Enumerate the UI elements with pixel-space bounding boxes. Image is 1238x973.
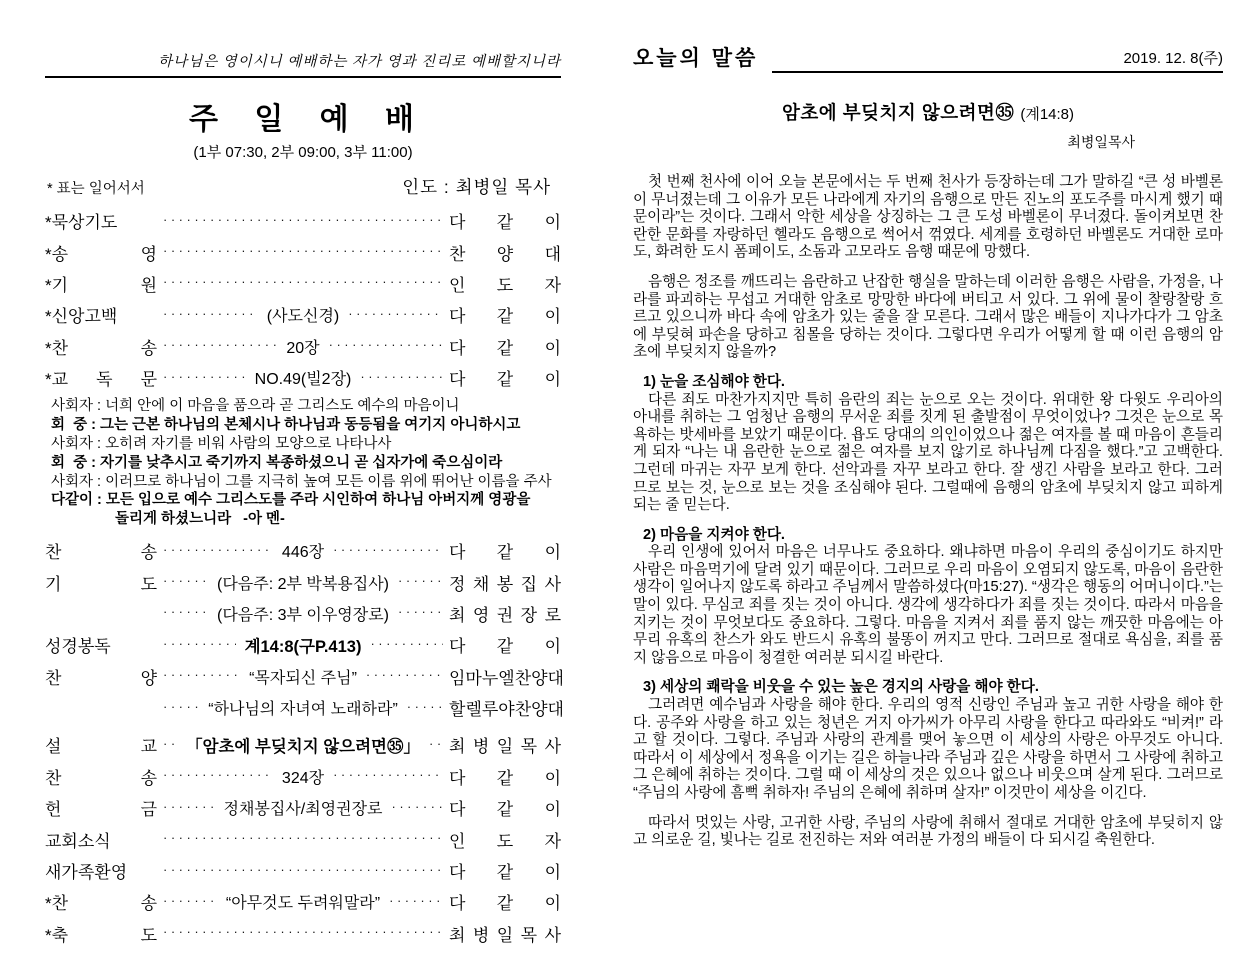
- dot-leader: [398, 574, 443, 591]
- sermon-page: [633, 42, 1223, 862]
- order-item-performer: 다 같 이: [449, 338, 562, 358]
- order-item-performer: 다 같 이: [449, 800, 562, 820]
- order-item-performer: 할렐루야찬양대: [449, 700, 564, 720]
- sermon-paragraph: [633, 274, 1223, 362]
- dot-leader: [333, 768, 443, 785]
- sermon-point-heading: 1) 눈을 조심해야 한다.: [643, 373, 785, 390]
- worship-order-page: [45, 50, 564, 949]
- order-item-performer: 다 같 이: [449, 370, 561, 390]
- dot-leader: [163, 306, 258, 323]
- service-times: (1부 07:30, 2부 09:00, 3부 11:00): [193, 144, 413, 161]
- order-item-detail: 446장: [281, 544, 325, 562]
- dot-leader: [360, 369, 443, 386]
- dot-leader: [163, 831, 443, 848]
- sermon-body: [633, 174, 1223, 850]
- order-item-performer: 다 같 이: [449, 213, 561, 233]
- responsive-reading-line: 사회자 : 이러므로 하나님이 그를 지극히 높여 모든 이름 위에 뛰어난 이름을 주사: [51, 473, 552, 490]
- dot-leader: [163, 893, 217, 910]
- dot-leader: [163, 768, 273, 785]
- order-item-detail: 정채봉집사/최영권장로: [223, 801, 383, 819]
- order-row: [45, 692, 564, 723]
- dot-leader: [392, 799, 444, 816]
- order-row: [45, 331, 561, 362]
- order-item-performer: 다 같 이: [449, 768, 561, 788]
- date: 2019. 12. 8(주): [1123, 50, 1223, 67]
- scripture-motto: 하나님은 영이시니 예배하는 자가 영과 진리로 예배할지니라: [45, 50, 561, 78]
- dot-leader: [163, 338, 277, 355]
- dot-leader: [348, 306, 443, 323]
- note-row: [45, 174, 561, 199]
- dot-leader: [163, 244, 443, 261]
- order-item-label: *기 원: [45, 275, 157, 295]
- order-item-label: *교 독 문: [45, 370, 157, 390]
- order-row: [45, 598, 561, 629]
- order-row: [45, 268, 561, 299]
- order-item-label: 찬 양: [45, 668, 157, 688]
- order-item-detail: 20장: [286, 339, 320, 357]
- dot-leader: [163, 862, 443, 879]
- order-row: [45, 792, 561, 823]
- responsive-reading-line: 다같이 : 모든 입으로 예수 그리스도를 주라 시인하여 하나님 아버지께 영광을: [51, 492, 531, 509]
- responsive-reading-line: 돌리게 하셨느니라 -아 멘-: [115, 511, 285, 528]
- order-item-detail: (다음주: 2부 박복용집사): [217, 575, 389, 593]
- order-item-label: 새가족환영: [45, 863, 128, 883]
- sermon-point-heading: 3) 세상의 쾌락을 비웃을 수 있는 높은 경지의 사랑을 해야 한다.: [643, 679, 1039, 696]
- dot-leader: [163, 542, 273, 559]
- order-item-performer: 정 채 봉 집 사: [449, 574, 561, 594]
- dot-leader: [163, 636, 236, 653]
- dot-leader: [163, 668, 240, 685]
- responsive-reading-line: 회 중 : 그는 근본 하나님의 본체시나 하나님과 동등됨을 여기지 아니하시고: [51, 417, 521, 434]
- section-title: 오늘의 말씀: [633, 47, 759, 70]
- sermon-paragraph: [633, 679, 1223, 802]
- order-item-detail: (다음주: 3부 이우영장로): [217, 606, 389, 624]
- header-rule: [772, 47, 1223, 73]
- responsive-reading: [45, 397, 561, 529]
- dot-leader: [163, 799, 215, 816]
- sermon-paragraph-text: 우리 인생에 있어서 마음은 너무나도 중요하다. 왜냐하면 마음이 우리의 중심이기도 하지만 사람은 마음먹기에 달려 있기 때문이다. 그러므로 우리 마음이 오염되지 않도록, 마음이 음란한 생각이 일어나지 않도록 하라고 주님께서 말씀하셨다(마15:27). “생각은 행동의 어머니이다.”는 말이 있다. 무심코 죄를 짓는 것이 아니다. 생각에 생각하다가 죄를 짓는 것이다. 따라서 마음을 지키는 것이 무엇보다도 중요하다. 그렇다. 마음을 지켜서 죄를 품지 않는 깨끗한 마음에는 아무리 유혹의 찬스가 와도 반드시 유혹의 불똥이 꺼지고 만다. 그러므로 절대로 욕심을, 죄를 품지 않음으로 마음이 청결한 여러분 되시길 바란다.: [633, 544, 1223, 666]
- order-item-label: 기 도: [45, 574, 157, 594]
- order-item-performer: 다 같 이: [449, 307, 562, 327]
- sermon-paragraph: [633, 815, 1223, 850]
- order-row: [45, 535, 561, 566]
- order-item-performer: 다 같 이: [449, 543, 561, 563]
- order-row: [45, 855, 561, 886]
- order-item-performer: 인 도 자: [449, 831, 561, 851]
- order-item-label: 헌 금: [45, 800, 157, 820]
- dot-leader: [163, 369, 246, 386]
- order-row: [45, 660, 564, 691]
- order-item-detail: 324장: [281, 769, 325, 787]
- order-item-detail: NO.49(빌2장): [254, 371, 352, 389]
- dot-leader: [163, 925, 443, 942]
- responsive-reading-line: 사회자 : 오히려 자기를 비워 사람의 모양으로 나타나사: [51, 435, 392, 452]
- dot-leader: [163, 699, 199, 716]
- dot-leader: [398, 605, 443, 622]
- order-item-performer: 찬 양 대: [449, 244, 561, 264]
- sermon-paragraph-text: 첫 번째 천사에 이어 오늘 본문에서는 두 번째 천사가 등장하는데 그가 말하길 “큰 성 바벨론이 무너졌는데 그 이유가 모든 나라에게 자기의 음행으로 만든 진노의 포도주를 마시게 했기 때문이라”는 것이다. 그래서 악한 세상을 상징하는 그 큰 도성 바벨론이 무너졌다. 돌이켜보면 찬란한 문화를 자랑하던 헬라도 음행으로 썩어서 꺾였다. 세계를 호령하던 바벨론도 거대한 로마도, 화려한 도시 폼페이도, 소돔과 고모라도 음행 때문에 망했다.: [633, 174, 1223, 261]
- order-row: [45, 761, 561, 792]
- order-item-label: 찬 송: [45, 543, 157, 563]
- order-item-label: *송 영: [45, 244, 157, 264]
- dot-leader: [163, 605, 208, 622]
- order-row: [45, 362, 561, 393]
- order-item-label: 설 교: [45, 737, 157, 757]
- dot-leader: [366, 668, 443, 685]
- dot-leader: [370, 636, 443, 653]
- order-row: [45, 886, 561, 917]
- sermon-paragraph-text: 따라서 멋있는 사랑, 고귀한 사랑, 주님의 사랑에 취해서 절대로 거대한 암초에 부딪히지 않고 의로운 길, 빛나는 길로 전진하는 저와 여러분 가정의 배들이 다 되시길 축원한다.: [633, 814, 1223, 849]
- responsive-reading-line: 사회자 : 너희 안에 이 마음을 품으라 곧 그리스도 예수의 마음이니: [51, 398, 460, 415]
- sermon-header: [633, 42, 1223, 73]
- responsive-reading-line: 회 중 : 자기를 낮추시고 죽기까지 복종하셨으니 곧 십자가에 죽으심이라: [51, 454, 503, 471]
- order-item-label: *찬 송: [45, 894, 157, 914]
- order-item-detail: “목자되신 주님”: [249, 669, 357, 687]
- order-item-label: *찬 송: [45, 338, 157, 358]
- sermon-paragraph-text: 다른 죄도 마찬가지지만 특히 음란의 죄는 눈으로 오는 것이다. 위대한 왕 다윗도 우리아의 아내를 취하는 그 엄청난 음행의 무서운 죄를 짓게 된 출발점이 무엇이었나? 그것은 눈으로 목욕하는 밧세바를 보았기 때문이다. 욥도 당대의 의인이었으나 젊은 여자를 볼 때 마음이 흔들리게 되자 “나는 내 음란한 눈으로 젊은 여자를 보지 않기로 하나님께 다짐을 했다.”고 고백한다. 그런데 마귀는 자꾸 보게 한다. 선악과를 자꾸 보라고 한다. 잘 생긴 사람을 보라고 한다. 그러므로 보는 것, 눈으로 보는 것을 조심해야 된다. 그럴때에 음행의 암초에 부딪치지 않고 피하게 되는 줄 믿는다.: [633, 391, 1223, 514]
- order-row: [45, 918, 561, 949]
- dot-leader: [163, 212, 443, 229]
- dot-leader: [429, 736, 443, 753]
- dot-leader: [163, 574, 208, 591]
- sermon-author: 최병일목사: [1067, 134, 1135, 150]
- order-item-performer: 다 같 이: [449, 894, 561, 914]
- order-item-performer: 인 도 자: [449, 275, 561, 295]
- standing-note: * 표는 일어서서: [47, 181, 145, 197]
- order-item-performer: 최 병 일 목 사: [449, 737, 561, 757]
- order-item-label: 교회소식: [45, 831, 111, 851]
- order-row: [45, 205, 561, 236]
- order-of-worship-part1: [45, 205, 561, 393]
- order-row: [45, 629, 561, 660]
- order-item-performer: 임마누엘찬양대: [449, 668, 564, 688]
- dot-leader: [333, 542, 443, 559]
- order-row: [45, 299, 561, 330]
- sermon-paragraph-text: 그러려면 예수님과 사랑을 해야 한다. 우리의 영적 신랑인 주님과 높고 귀한 사랑을 해야 한다. 공주와 사랑을 하고 있는 청년은 거지 아가씨가 아무리 사랑을 한다고 따라와도 “비켜!” 라고 할 것이다. 그렇다. 주님과 사랑의 관계를 맺어 놓으면 이 세상의 사랑은 아무것도 아니다. 따라서 이 세상에서 정욕을 이기는 길은 하늘나라 주님과 깊은 사랑을 하면서 그 사랑에 취하고 그 은혜에 취하는 것이다. 그럴 때 이 세상의 것은 있으나 없으나 비웃으며 살게 된다. 그러므로 “주님의 사랑에 흠뻑 취하자! 주님의 은혜에 취하며 살자!” 이것만이 세상을 이긴다.: [633, 697, 1223, 801]
- order-row: [45, 236, 561, 267]
- sermon-point-heading: 2) 마음을 지켜야 한다.: [643, 526, 785, 543]
- order-row: [45, 823, 561, 854]
- order-item-detail: 계14:8(구P.413): [244, 637, 362, 656]
- order-item-performer: 최 병 일 목 사: [449, 925, 561, 945]
- presider: 인도 : 최병일 목사: [402, 177, 551, 197]
- sermon-paragraph: [633, 374, 1223, 515]
- sermon-paragraph-text: 음행은 정조를 깨뜨리는 음란하고 난잡한 행실을 말하는데 이러한 음행은 사람을, 가정을, 나라를 파괴하는 무섭고 거대한 암초로 망망한 바다에 버티고 서 있다. 그 위에 물이 찰랑찰랑 흐르고 있으니까 바다 속에 암초가 있는 줄을 잘 모른다. 그래서 많은 배들이 지나가다가 그 암초에 부딪혀 파손을 당하고 침몰을 당하는 것이다. 그렇다면 우리가 어떻게 할 때 이런 음행의 암초에 부딪치지 않을까?: [633, 273, 1223, 361]
- order-row: [45, 566, 561, 597]
- dot-leader: [329, 338, 443, 355]
- order-item-label: *축 도: [45, 925, 157, 945]
- sermon-paragraph: [633, 527, 1223, 668]
- order-item-performer: 다 같 이: [449, 863, 561, 883]
- order-item-detail: “하나님의 자녀여 노래하라”: [208, 701, 398, 719]
- dot-leader: [163, 736, 177, 753]
- order-item-performer: 최 영 권 장 로: [449, 605, 561, 625]
- sermon-title-main: 암초에 부딪치지 않으려면㉟: [781, 102, 1015, 123]
- order-item-performer: 다 같 이: [449, 637, 562, 657]
- sermon-title: [633, 99, 1223, 125]
- order-item-detail: 「암초에 부딪치지 않으려면㉟」: [186, 737, 420, 756]
- order-item-detail: (사도신경): [266, 308, 340, 326]
- dot-leader: [407, 699, 443, 716]
- order-item-label: 찬 송: [45, 768, 157, 788]
- order-item-label: *묵상기도: [45, 213, 118, 233]
- sermon-scripture-ref: (계14:8): [1020, 106, 1075, 123]
- order-item-label: 성경봉독: [45, 637, 111, 657]
- sermon-paragraph: [633, 174, 1223, 262]
- order-row: [45, 729, 561, 760]
- order-of-worship-part2: [45, 535, 564, 723]
- dot-leader: [389, 893, 443, 910]
- order-of-worship-part3: [45, 729, 561, 949]
- page-title: 주 일 예 배: [189, 103, 417, 136]
- dot-leader: [163, 275, 443, 292]
- order-item-label: *신앙고백: [45, 307, 118, 327]
- order-item-detail: “아무것도 두려워말라”: [225, 895, 381, 913]
